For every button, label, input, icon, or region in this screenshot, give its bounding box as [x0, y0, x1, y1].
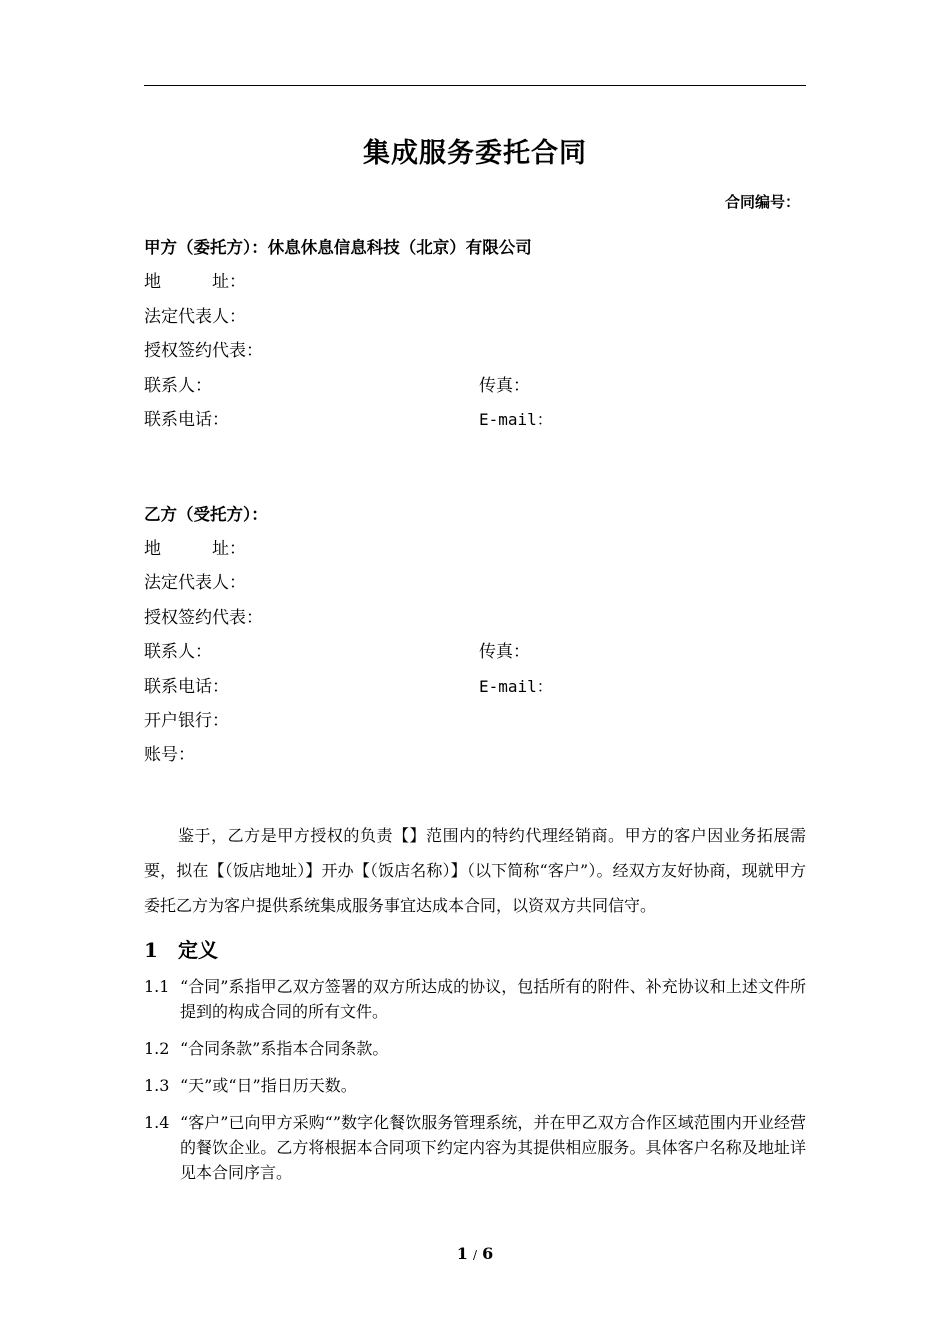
party-a-address-label: 地 址：: [144, 272, 246, 292]
party-a-phone-label: 联系电话：: [144, 410, 229, 430]
clause-number: 1.4: [144, 1113, 170, 1132]
clause-text: “合同”系指甲乙双方签署的双方所达成的协议，包括所有的附件、补充协议和上述文件所提到的构成合同的所有文件。: [180, 977, 806, 1021]
contract-number-label: 合同编号：: [724, 193, 800, 211]
total-pages: 6: [482, 1244, 494, 1263]
section-1-number: 1: [144, 938, 158, 962]
party-b-heading: 乙方（受托方）：: [144, 505, 268, 524]
party-a-email-label: E-mail：: [479, 410, 553, 429]
clause-number: 1.1: [144, 977, 170, 996]
section-1-heading: [144, 934, 218, 963]
party-a-authorized-rep-label: 授权签约代表：: [144, 341, 263, 361]
clause-text: “合同条款”系指本合同条款。: [180, 1039, 389, 1058]
party-b-phone-label: 联系电话：: [144, 677, 229, 697]
party-b-address-label: 地 址：: [144, 539, 246, 559]
party-b-email-label: E-mail：: [479, 677, 553, 696]
page-separator: /: [472, 1248, 478, 1262]
page-number: [0, 1244, 950, 1263]
party-a-contact-label: 联系人：: [144, 376, 212, 396]
party-a-heading: 甲方（委托方）：休息休息信息科技（北京）有限公司: [144, 238, 532, 257]
clause-text: “天”或“日”指日历天数。: [180, 1076, 357, 1095]
party-b-bank-label: 开户银行：: [144, 711, 229, 731]
section-1-title: 定义: [178, 938, 218, 962]
party-b-account-label: 账号：: [144, 745, 195, 765]
party-a-legal-rep-label: 法定代表人：: [144, 307, 246, 327]
clause-text: “客户”已向甲方采购“”数字化餐饮服务管理系统，并在甲乙双方合作区域范围内开业经营的餐饮企业。乙方将根据本合同项下约定内容为其提供相应服务。具体客户名称及地址详见本合同序言。: [180, 1113, 806, 1182]
party-b-fax-label: 传真：: [479, 642, 530, 662]
clause-1-2: [144, 1036, 806, 1061]
party-b-authorized-rep-label: 授权签约代表：: [144, 608, 263, 628]
party-b-contact-label: 联系人：: [144, 642, 212, 662]
clause-1-3: [144, 1073, 806, 1098]
party-b-legal-rep-label: 法定代表人：: [144, 573, 246, 593]
current-page: 1: [456, 1244, 468, 1263]
clause-number: 1.3: [144, 1076, 170, 1095]
clause-number: 1.2: [144, 1039, 170, 1058]
document-title: 集成服务委托合同: [363, 138, 587, 169]
clause-1-4: [144, 1110, 806, 1185]
party-a-fax-label: 传真：: [479, 376, 530, 396]
clause-1-1: [144, 974, 806, 1024]
preamble-paragraph: 鉴于，乙方是甲方授权的负责【】范围内的特约代理经销商。甲方的客户因业务拓展需要，拟在【（饭店地址）】开办【（饭店名称）】（以下简称“客户”）。经双方友好协商，现就甲方委托乙方为客户提供系统集成服务事宜达成本合同，以资双方共同信守。: [144, 826, 806, 915]
header-rule: [144, 85, 806, 86]
